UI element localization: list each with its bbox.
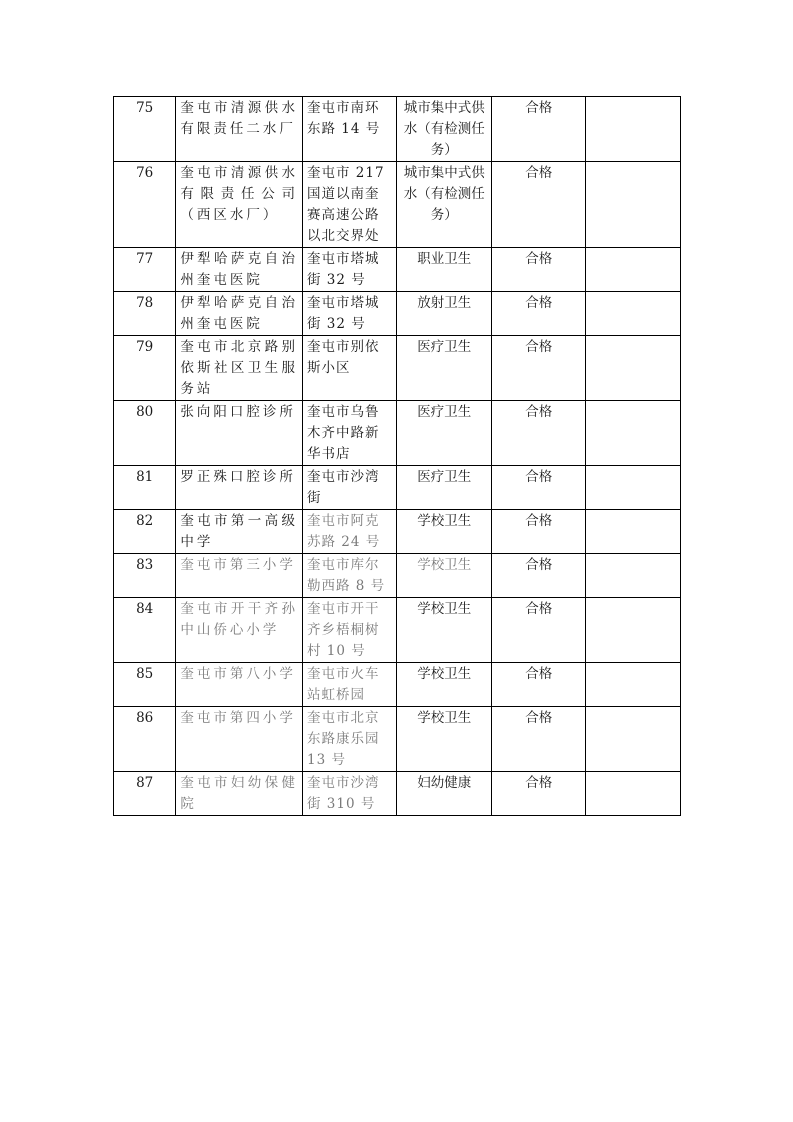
row-number: 84 [114, 598, 176, 663]
table-row [114, 292, 681, 336]
unit-name: 张向阳口腔诊所 [176, 401, 303, 466]
inspection-type: 学校卫生 [397, 510, 492, 554]
inspection-result: 合格 [491, 162, 586, 248]
unit-name: 奎屯市第四小学 [176, 707, 303, 772]
remark-cell [586, 663, 681, 707]
inspection-type: 医疗卫生 [397, 401, 492, 466]
unit-address: 奎屯市库尔勒西路 8 号 [302, 554, 397, 598]
remark-cell [586, 772, 681, 816]
unit-address: 奎屯市别依斯小区 [302, 336, 397, 401]
table-row [114, 772, 681, 816]
row-number: 80 [114, 401, 176, 466]
unit-name: 奎屯市开干齐孙中山侨心小学 [176, 598, 303, 663]
inspection-type: 城市集中式供水（有检测任务） [397, 97, 492, 162]
table-row [114, 162, 681, 248]
remark-cell [586, 554, 681, 598]
unit-name: 奎屯市第八小学 [176, 663, 303, 707]
unit-address: 奎屯市南环东路 14 号 [302, 97, 397, 162]
row-number: 83 [114, 554, 176, 598]
row-number: 87 [114, 772, 176, 816]
unit-address: 奎屯市沙湾街 [302, 466, 397, 510]
unit-address: 奎屯市火车站虹桥园 [302, 663, 397, 707]
inspection-result: 合格 [491, 510, 586, 554]
row-number: 78 [114, 292, 176, 336]
inspection-result: 合格 [491, 598, 586, 663]
table-row [114, 707, 681, 772]
inspection-type: 城市集中式供水（有检测任务） [397, 162, 492, 248]
row-number: 82 [114, 510, 176, 554]
inspection-type: 放射卫生 [397, 292, 492, 336]
unit-name: 奎屯市第三小学 [176, 554, 303, 598]
unit-name: 奎屯市清源供水有限责任二水厂 [176, 97, 303, 162]
table-row [114, 598, 681, 663]
unit-address: 奎屯市阿克苏路 24 号 [302, 510, 397, 554]
inspection-result: 合格 [491, 336, 586, 401]
table-row [114, 336, 681, 401]
table-row [114, 401, 681, 466]
unit-name: 奎屯市第一高级中学 [176, 510, 303, 554]
unit-name: 伊犁哈萨克自治州奎屯医院 [176, 292, 303, 336]
inspection-type: 学校卫生 [397, 554, 492, 598]
row-number: 75 [114, 97, 176, 162]
row-number: 81 [114, 466, 176, 510]
table-row [114, 554, 681, 598]
inspection-type: 学校卫生 [397, 707, 492, 772]
inspection-type: 妇幼健康 [397, 772, 492, 816]
remark-cell [586, 162, 681, 248]
inspection-type: 医疗卫生 [397, 466, 492, 510]
inspection-result: 合格 [491, 97, 586, 162]
inspection-table [113, 96, 681, 816]
remark-cell [586, 466, 681, 510]
inspection-result: 合格 [491, 248, 586, 292]
row-number: 79 [114, 336, 176, 401]
unit-address: 奎屯市北京东路康乐园 13 号 [302, 707, 397, 772]
inspection-result: 合格 [491, 292, 586, 336]
remark-cell [586, 401, 681, 466]
unit-address: 奎屯市沙湾街 310 号 [302, 772, 397, 816]
unit-address: 奎屯市乌鲁木齐中路新华书店 [302, 401, 397, 466]
remark-cell [586, 248, 681, 292]
remark-cell [586, 598, 681, 663]
unit-name: 奎屯市北京路别依斯社区卫生服务站 [176, 336, 303, 401]
inspection-type: 学校卫生 [397, 598, 492, 663]
remark-cell [586, 707, 681, 772]
remark-cell [586, 510, 681, 554]
table-row [114, 97, 681, 162]
table-row [114, 466, 681, 510]
inspection-type: 学校卫生 [397, 663, 492, 707]
unit-name: 奎屯市清源供水有限责任公司（西区水厂） [176, 162, 303, 248]
row-number: 76 [114, 162, 176, 248]
remark-cell [586, 97, 681, 162]
inspection-result: 合格 [491, 663, 586, 707]
inspection-result: 合格 [491, 401, 586, 466]
inspection-type: 医疗卫生 [397, 336, 492, 401]
unit-address: 奎屯市 217 国道以南奎赛高速公路以北交界处 [302, 162, 397, 248]
inspection-result: 合格 [491, 707, 586, 772]
inspection-result: 合格 [491, 772, 586, 816]
table-row [114, 663, 681, 707]
unit-name: 奎屯市妇幼保健院 [176, 772, 303, 816]
inspection-type: 职业卫生 [397, 248, 492, 292]
unit-address: 奎屯市塔城街 32 号 [302, 292, 397, 336]
unit-name: 罗正殊口腔诊所 [176, 466, 303, 510]
unit-name: 伊犁哈萨克自治州奎屯医院 [176, 248, 303, 292]
row-number: 86 [114, 707, 176, 772]
inspection-result: 合格 [491, 466, 586, 510]
table-row [114, 248, 681, 292]
row-number: 77 [114, 248, 176, 292]
remark-cell [586, 292, 681, 336]
inspection-result: 合格 [491, 554, 586, 598]
unit-address: 奎屯市塔城街 32 号 [302, 248, 397, 292]
unit-address: 奎屯市开干齐乡梧桐树村 10 号 [302, 598, 397, 663]
table-row [114, 510, 681, 554]
remark-cell [586, 336, 681, 401]
row-number: 85 [114, 663, 176, 707]
